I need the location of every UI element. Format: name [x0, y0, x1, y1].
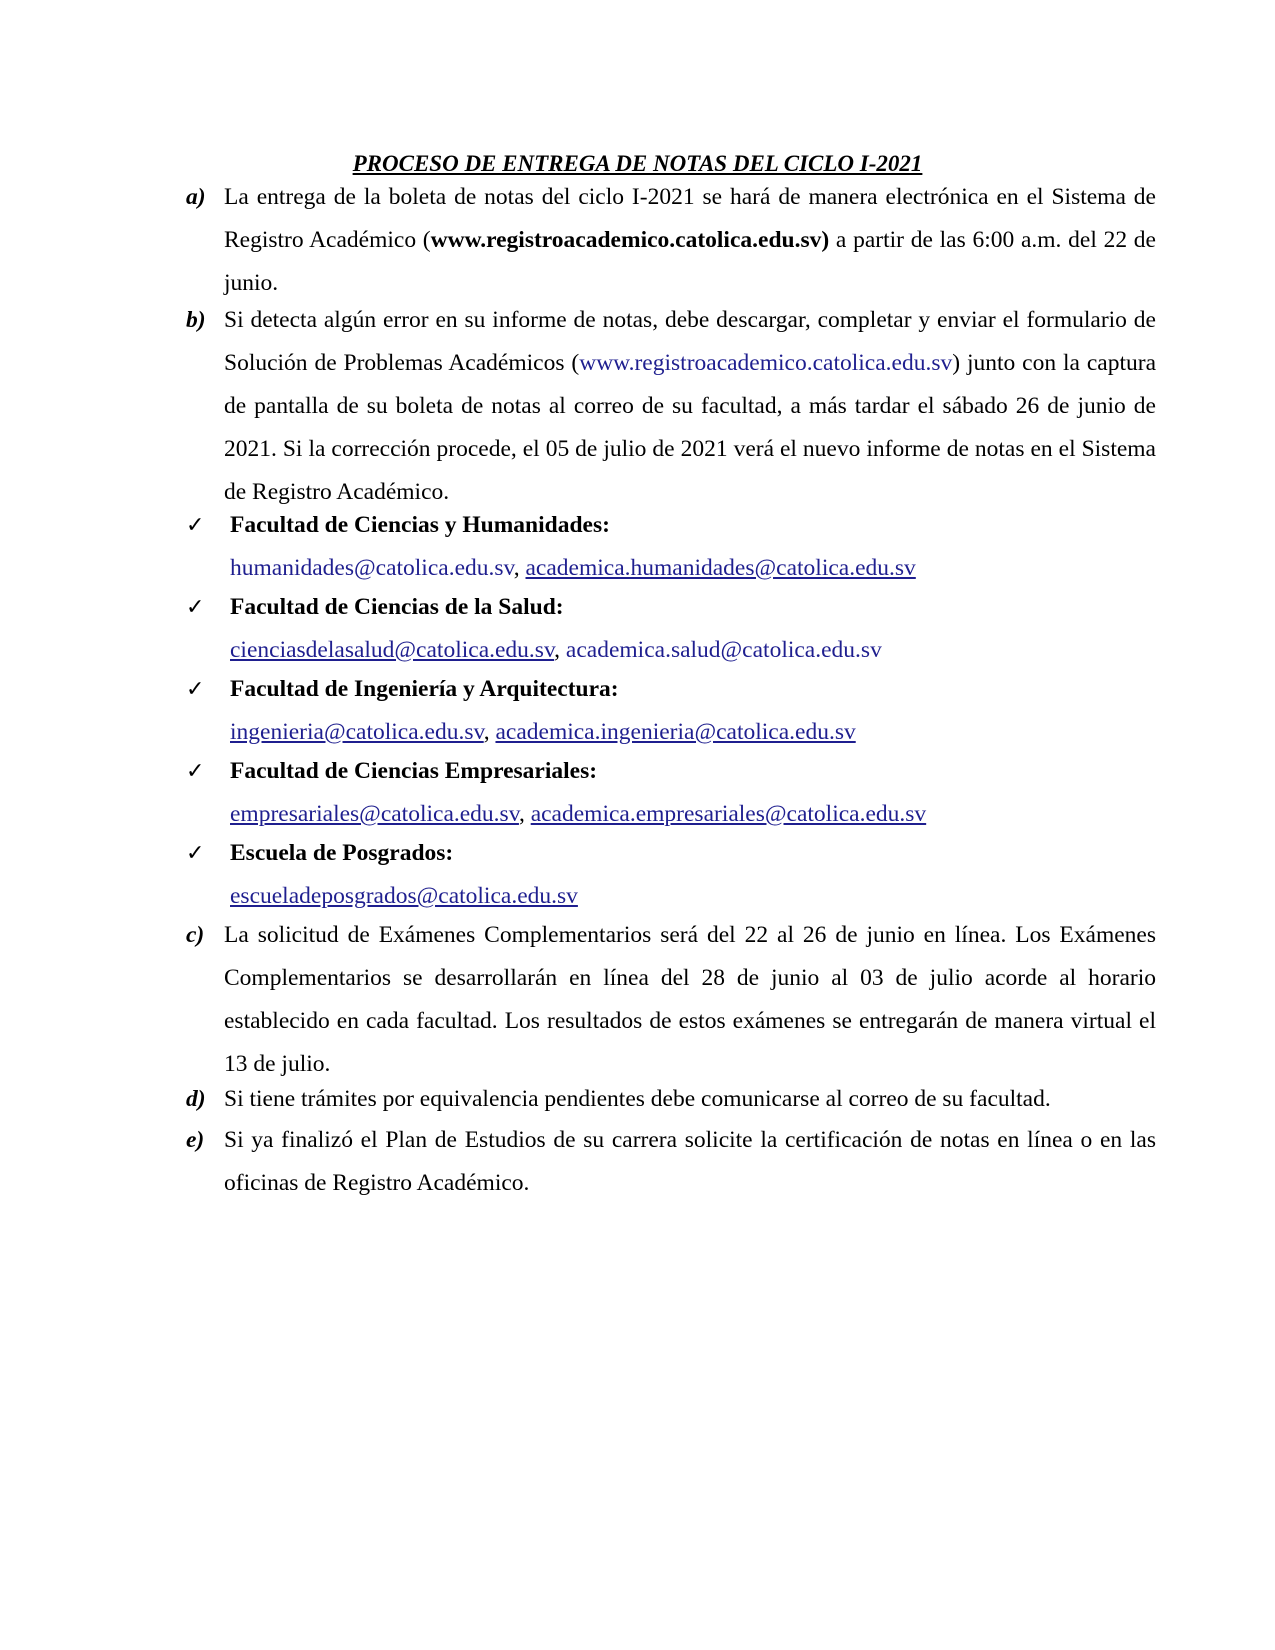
checkmark-icon: ✓ [186, 841, 205, 866]
item-text-a: La entrega de la boleta de notas del ciclo I-2021 se hará de manera electrónica en el Sistema de Registro Académico (www.registroacademico.catolica.edu.sv) a partir de las 6:00 a.m. del 22 de junio. [224, 184, 1156, 296]
email-link[interactable]: humanidades@catolica.edu.sv [230, 555, 514, 581]
page-title: PROCESO DE ENTREGA DE NOTAS DEL CICLO I-2021 [352, 151, 923, 176]
registro-url-bold[interactable]: www.registroacademico.catolica.edu.sv) [430, 227, 830, 253]
email-link[interactable]: academica.salud@catolica.edu.sv [565, 637, 882, 663]
faculty-name: Escuela de Posgrados: [230, 840, 454, 866]
item-text-b: Si detecta algún error en su informe de notas, debe descargar, completar y enviar el formulario de Solución de Problemas Académicos (www.registroacademico.catolica.edu.sv) junto con la captura de pantalla de su boleta de notas al correo de su facultad, a más tardar el sábado 26 de junio de 2021. Si la corrección procede, el 05 de julio de 2021 verá el nuevo informe de notas en el Sistema de Registro Académico. [224, 307, 1157, 505]
checkmark-icon: ✓ [186, 513, 205, 538]
faculty-name: Facultad de Ingeniería y Arquitectura: [230, 676, 619, 702]
checkmark-icon: ✓ [186, 677, 205, 702]
item-marker-c: c) [186, 922, 205, 948]
item-text-d: Si tiene trámites por equivalencia pendientes debe comunicarse al correo de su facultad. [224, 1086, 1051, 1112]
faculty-name: Facultad de Ciencias Empresariales: [230, 758, 598, 784]
email-link[interactable]: academica.empresariales@catolica.edu.sv [530, 801, 927, 827]
faculty-name: Facultad de Ciencias de la Salud: [230, 594, 564, 620]
registro-url-link[interactable]: www.registroacademico.catolica.edu.sv [579, 350, 953, 376]
email-link[interactable]: empresariales@catolica.edu.sv [230, 801, 519, 827]
email-link[interactable]: academica.humanidades@catolica.edu.sv [525, 555, 916, 581]
item-text-c: La solicitud de Exámenes Complementarios será del 22 al 26 de junio en línea. Los Exámenes Complementarios se desarrollarán en línea del 28 de junio al 03 de julio acorde al horario establecido en cada facultad. Los resultados de estos exámenes se entregarán de manera virtual el 13 de julio. [224, 922, 1156, 1077]
item-marker-d: d) [186, 1086, 206, 1112]
checkmark-icon: ✓ [186, 595, 205, 620]
email-link[interactable]: ingenieria@catolica.edu.sv [230, 719, 484, 745]
email-link[interactable]: escueladeposgrados@catolica.edu.sv [230, 883, 578, 909]
faculty-name: Facultad de Ciencias y Humanidades: [230, 512, 610, 538]
item-marker-b: b) [186, 307, 206, 333]
checkmark-icon: ✓ [186, 759, 205, 784]
item-text-e: Si ya finalizó el Plan de Estudios de su carrera solicite la certificación de notas en línea o en las oficinas de Registro Académico. [224, 1127, 1156, 1196]
item-marker-a: a) [186, 184, 206, 210]
email-link[interactable]: academica.ingenieria@catolica.edu.sv [495, 719, 856, 745]
item-marker-e: e) [186, 1127, 205, 1153]
email-link[interactable]: cienciasdelasalud@catolica.edu.sv [230, 637, 555, 663]
